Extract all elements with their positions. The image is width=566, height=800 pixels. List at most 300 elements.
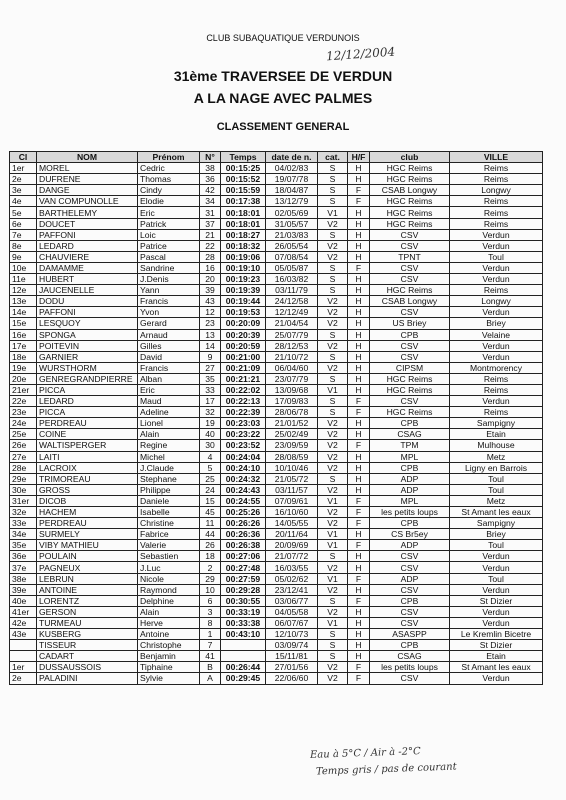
cell-time: 00:21:09 (221, 362, 266, 373)
cell-time: 00:15:25 (221, 163, 266, 174)
cell-city: Toul (450, 540, 543, 551)
cell-city: Montmorency (450, 362, 543, 373)
cell-gender: H (348, 351, 370, 362)
cell-time: 00:22:02 (221, 384, 266, 395)
cell-name: TURMEAU (37, 617, 138, 628)
cell-city: Verdun (450, 262, 543, 273)
cell-city: Verdun (450, 274, 543, 285)
cell-category: S (318, 651, 348, 662)
table-row (10, 606, 543, 617)
cell-number: 45 (200, 507, 221, 518)
cell-time: 00:24:32 (221, 473, 266, 484)
table-row (10, 573, 543, 584)
cell-category: V2 (318, 584, 348, 595)
cell-firstname: Philippe (138, 484, 200, 495)
cell-gender: H (348, 384, 370, 395)
cell-time: 00:15:59 (221, 185, 266, 196)
cell-firstname: Fabrice (138, 529, 200, 540)
col-header-gender: H/F (348, 152, 370, 163)
cell-rank (10, 651, 37, 662)
cell-gender: F (348, 262, 370, 273)
cell-name: PALADINI (37, 673, 138, 684)
col-header-club: club (370, 152, 450, 163)
cell-rank: 17e (10, 340, 37, 351)
cell-gender: H (348, 218, 370, 229)
cell-name: WURSTHORM (37, 362, 138, 373)
table-row (10, 640, 543, 651)
cell-rank: 13e (10, 296, 37, 307)
cell-gender: H (348, 429, 370, 440)
cell-category: S (318, 329, 348, 340)
cell-rank: 27e (10, 451, 37, 462)
cell-birthdate: 07/09/61 (266, 495, 318, 506)
cell-firstname: Maud (138, 396, 200, 407)
cell-gender: F (348, 407, 370, 418)
cell-gender: F (348, 673, 370, 684)
handwritten-date: 12/12/2004 (325, 44, 396, 64)
cell-firstname: Stephane (138, 473, 200, 484)
cell-number: 13 (200, 329, 221, 340)
cell-number: 42 (200, 185, 221, 196)
cell-club: les petits loups (370, 507, 450, 518)
cell-city: Reims (450, 196, 543, 207)
cell-category: V1 (318, 495, 348, 506)
cell-name: LESQUOY (37, 318, 138, 329)
table-row (10, 540, 543, 551)
cell-number: 33 (200, 384, 221, 395)
cell-category: V2 (318, 362, 348, 373)
cell-firstname: Raymond (138, 584, 200, 595)
cell-city: Verdun (450, 229, 543, 240)
col-header-city: VILLE (450, 152, 543, 163)
cell-number: 14 (200, 340, 221, 351)
cell-birthdate: 28/08/59 (266, 451, 318, 462)
cell-firstname: Cedric (138, 163, 200, 174)
cell-firstname: J.Luc (138, 562, 200, 573)
cell-gender: H (348, 373, 370, 384)
cell-firstname: Tiphaine (138, 662, 200, 673)
cell-city: Le Kremlin Bicetre (450, 629, 543, 640)
cell-birthdate: 27/01/56 (266, 662, 318, 673)
cell-category: V2 (318, 340, 348, 351)
cell-club: CPB (370, 418, 450, 429)
cell-category: V1 (318, 384, 348, 395)
cell-category: V2 (318, 307, 348, 318)
cell-birthdate: 23/12/41 (266, 584, 318, 595)
cell-firstname: Arnaud (138, 329, 200, 340)
cell-firstname: Gilles (138, 340, 200, 351)
cell-category: V1 (318, 573, 348, 584)
cell-club: HGC Reims (370, 407, 450, 418)
cell-firstname: Eric (138, 384, 200, 395)
table-row (10, 617, 543, 628)
table-row (10, 373, 543, 384)
cell-name: POULAIN (37, 551, 138, 562)
cell-birthdate: 12/12/49 (266, 307, 318, 318)
table-row (10, 207, 543, 218)
cell-city: Briey (450, 318, 543, 329)
cell-city: Reims (450, 163, 543, 174)
cell-rank: 42e (10, 617, 37, 628)
cell-time: 00:26:38 (221, 540, 266, 551)
cell-time: 00:43:10 (221, 629, 266, 640)
cell-gender: H (348, 651, 370, 662)
cell-number: 24 (200, 484, 221, 495)
cell-gender: H (348, 617, 370, 628)
table-row (10, 407, 543, 418)
cell-category: V2 (318, 451, 348, 462)
cell-rank: 10e (10, 262, 37, 273)
cell-firstname: Benjamin (138, 651, 200, 662)
cell-rank: 12e (10, 285, 37, 296)
cell-city: St Amant les eaux (450, 507, 543, 518)
cell-club: CSAG (370, 651, 450, 662)
cell-time: 00:21:00 (221, 351, 266, 362)
cell-city: Toul (450, 573, 543, 584)
cell-name: LORENTZ (37, 595, 138, 606)
cell-firstname: Adeline (138, 407, 200, 418)
cell-club: CSV (370, 551, 450, 562)
cell-number: 5 (200, 462, 221, 473)
table-row (10, 551, 543, 562)
cell-number: 6 (200, 595, 221, 606)
table-row (10, 584, 543, 595)
cell-birthdate: 19/07/78 (266, 174, 318, 185)
cell-club: CPB (370, 518, 450, 529)
cell-name: POITEVIN (37, 340, 138, 351)
cell-city: St Dizier (450, 640, 543, 651)
title-line-2: A LA NAGE AVEC PALMES (193, 90, 373, 106)
cell-name: PERDREAU (37, 418, 138, 429)
table-row (10, 262, 543, 273)
cell-gender: H (348, 640, 370, 651)
cell-category: V1 (318, 617, 348, 628)
table-row (10, 274, 543, 285)
cell-category: V1 (318, 540, 348, 551)
cell-gender: H (348, 274, 370, 285)
cell-time: 00:24:43 (221, 484, 266, 495)
cell-category: V2 (318, 562, 348, 573)
table-row (10, 473, 543, 484)
cell-firstname: Yvon (138, 307, 200, 318)
cell-birthdate: 26/05/54 (266, 240, 318, 251)
cell-city: Toul (450, 251, 543, 262)
cell-name: DANGE (37, 185, 138, 196)
cell-gender: H (348, 484, 370, 495)
table-row (10, 418, 543, 429)
cell-city: Verdun (450, 617, 543, 628)
table-row (10, 285, 543, 296)
cell-time: 00:19:23 (221, 274, 266, 285)
cell-firstname: Francis (138, 362, 200, 373)
ranking-subtitle: CLASSEMENT GENERAL (216, 121, 350, 133)
cell-time: 00:23:03 (221, 418, 266, 429)
cell-gender: F (348, 573, 370, 584)
cell-gender: H (348, 251, 370, 262)
cell-gender: H (348, 418, 370, 429)
cell-name: PAGNEUX (37, 562, 138, 573)
table-row (10, 429, 543, 440)
cell-rank: 24e (10, 418, 37, 429)
cell-category: S (318, 396, 348, 407)
cell-gender: F (348, 540, 370, 551)
cell-name: PERDREAU (37, 518, 138, 529)
cell-club: CSAG (370, 429, 450, 440)
cell-birthdate: 03/06/77 (266, 595, 318, 606)
cell-birthdate: 24/12/58 (266, 296, 318, 307)
cell-rank: 15e (10, 318, 37, 329)
cell-category: V2 (318, 462, 348, 473)
cell-birthdate: 05/05/87 (266, 262, 318, 273)
cell-club: CSV (370, 240, 450, 251)
cell-category: V2 (318, 240, 348, 251)
cell-time: 00:23:52 (221, 440, 266, 451)
cell-gender: H (348, 207, 370, 218)
cell-club: HGC Reims (370, 285, 450, 296)
cell-category: V2 (318, 673, 348, 684)
cell-firstname: Daniele (138, 495, 200, 506)
cell-category: V2 (318, 518, 348, 529)
col-header-name: NOM (37, 152, 138, 163)
cell-club: CSV (370, 229, 450, 240)
cell-category: S (318, 262, 348, 273)
cell-club: CIPSM (370, 362, 450, 373)
cell-gender: H (348, 229, 370, 240)
cell-time: 00:18:01 (221, 218, 266, 229)
cell-rank: 43e (10, 629, 37, 640)
cell-birthdate: 25/02/49 (266, 429, 318, 440)
cell-name: VIBY MATHIEU (37, 540, 138, 551)
table-row (10, 595, 543, 606)
cell-rank: 28e (10, 462, 37, 473)
cell-city: Verdun (450, 551, 543, 562)
cell-name: SURMELY (37, 529, 138, 540)
cell-city: Verdun (450, 351, 543, 362)
cell-category: V2 (318, 606, 348, 617)
cell-category: S (318, 351, 348, 362)
cell-rank: 33e (10, 518, 37, 529)
cell-club: CPB (370, 329, 450, 340)
cell-number: 3 (200, 606, 221, 617)
cell-number: 22 (200, 240, 221, 251)
cell-gender: H (348, 551, 370, 562)
cell-firstname: J.Claude (138, 462, 200, 473)
cell-name: SPONGA (37, 329, 138, 340)
cell-club: CSV (370, 351, 450, 362)
cell-name: DICOB (37, 495, 138, 506)
cell-number: 15 (200, 495, 221, 506)
table-row (10, 229, 543, 240)
cell-time: 00:19:39 (221, 285, 266, 296)
cell-number: 26 (200, 540, 221, 551)
table-row (10, 629, 543, 640)
cell-time: 00:33:38 (221, 617, 266, 628)
cell-name: LEBRUN (37, 573, 138, 584)
cell-name: WALTISPERGER (37, 440, 138, 451)
cell-club: CSV (370, 617, 450, 628)
cell-time: 00:18:27 (221, 229, 266, 240)
cell-city: Verdun (450, 584, 543, 595)
cell-category: V2 (318, 218, 348, 229)
cell-category: S (318, 595, 348, 606)
cell-firstname: Sebastien (138, 551, 200, 562)
cell-number: 29 (200, 573, 221, 584)
cell-time: 00:23:22 (221, 429, 266, 440)
cell-city: Reims (450, 174, 543, 185)
cell-club: CSV (370, 340, 450, 351)
cell-rank: 11e (10, 274, 37, 285)
table-row (10, 518, 543, 529)
cell-gender: H (348, 340, 370, 351)
table-row (10, 196, 543, 207)
table-row (10, 673, 543, 684)
cell-time: 00:18:32 (221, 240, 266, 251)
col-header-time: Temps (221, 152, 266, 163)
cell-birthdate: 05/02/62 (266, 573, 318, 584)
results-table (9, 151, 543, 685)
cell-city: Reims (450, 207, 543, 218)
cell-name: LEDARD (37, 240, 138, 251)
cell-time: 00:17:38 (221, 196, 266, 207)
cell-firstname: Patrick (138, 218, 200, 229)
cell-number: 4 (200, 451, 221, 462)
cell-time: 00:26:36 (221, 529, 266, 540)
cell-number: 12 (200, 307, 221, 318)
cell-number: 28 (200, 251, 221, 262)
cell-firstname: Eric (138, 207, 200, 218)
cell-name: LAITI (37, 451, 138, 462)
cell-firstname: Lionel (138, 418, 200, 429)
cell-number: 41 (200, 651, 221, 662)
cell-category: V1 (318, 207, 348, 218)
cell-time: 00:20:59 (221, 340, 266, 351)
cell-city: Ligny en Barrois (450, 462, 543, 473)
cell-category: V2 (318, 440, 348, 451)
cell-club: CSV (370, 584, 450, 595)
cell-birthdate: 15/11/81 (266, 651, 318, 662)
cell-category: S (318, 185, 348, 196)
cell-city: Metz (450, 451, 543, 462)
cell-city: Sampigny (450, 418, 543, 429)
cell-club: HGC Reims (370, 163, 450, 174)
cell-category: V2 (318, 429, 348, 440)
cell-firstname: Pascal (138, 251, 200, 262)
table-row (10, 362, 543, 373)
cell-birthdate: 06/07/67 (266, 617, 318, 628)
cell-category: V2 (318, 507, 348, 518)
cell-rank: 1er (10, 662, 37, 673)
table-header-row (10, 152, 543, 163)
cell-rank: 21er (10, 384, 37, 395)
cell-city: Verdun (450, 240, 543, 251)
cell-time: 00:22:13 (221, 396, 266, 407)
cell-time (221, 651, 266, 662)
cell-number: 8 (200, 617, 221, 628)
cell-city: St Amant les eaux (450, 662, 543, 673)
cell-number: 23 (200, 318, 221, 329)
cell-number: B (200, 662, 221, 673)
cell-time: 00:24:55 (221, 495, 266, 506)
cell-name: CADART (37, 651, 138, 662)
cell-city: Longwy (450, 296, 543, 307)
cell-birthdate: 20/11/64 (266, 529, 318, 540)
cell-city: Metz (450, 495, 543, 506)
cell-club: TPM (370, 440, 450, 451)
cell-number: 32 (200, 407, 221, 418)
cell-category: S (318, 640, 348, 651)
cell-gender: H (348, 451, 370, 462)
cell-city: Reims (450, 384, 543, 395)
cell-number: 34 (200, 196, 221, 207)
cell-gender: F (348, 440, 370, 451)
cell-number: 18 (200, 551, 221, 562)
cell-city: Longwy (450, 185, 543, 196)
table-row (10, 251, 543, 262)
cell-city: Verdun (450, 562, 543, 573)
cell-city: Etain (450, 651, 543, 662)
cell-club: HGC Reims (370, 373, 450, 384)
cell-number: 7 (200, 640, 221, 651)
cell-rank: 32e (10, 507, 37, 518)
cell-firstname: Valerie (138, 540, 200, 551)
cell-birthdate: 21/05/72 (266, 473, 318, 484)
cell-time: 00:24:10 (221, 462, 266, 473)
table-row (10, 495, 543, 506)
cell-name: DUSSAUSSOIS (37, 662, 138, 673)
cell-category: S (318, 196, 348, 207)
cell-time: 00:33:19 (221, 606, 266, 617)
cell-number: 1 (200, 629, 221, 640)
cell-club: CSV (370, 606, 450, 617)
cell-number: 40 (200, 429, 221, 440)
cell-gender: F (348, 495, 370, 506)
cell-category: S (318, 174, 348, 185)
cell-firstname: J.Denis (138, 274, 200, 285)
table-row (10, 185, 543, 196)
cell-firstname: Delphine (138, 595, 200, 606)
cell-club: CSV (370, 274, 450, 285)
cell-city: Sampigny (450, 518, 543, 529)
cell-rank: 31er (10, 495, 37, 506)
cell-city: Etain (450, 429, 543, 440)
cell-firstname: Alain (138, 429, 200, 440)
cell-club: les petits loups (370, 662, 450, 673)
cell-name: ANTOINE (37, 584, 138, 595)
cell-number: 44 (200, 529, 221, 540)
cell-birthdate: 14/05/55 (266, 518, 318, 529)
cell-city: Toul (450, 473, 543, 484)
cell-time: 00:18:01 (221, 207, 266, 218)
cell-gender: H (348, 296, 370, 307)
cell-gender: F (348, 518, 370, 529)
cell-city: Toul (450, 484, 543, 495)
cell-club: CSV (370, 307, 450, 318)
cell-number: 25 (200, 473, 221, 484)
cell-number: 19 (200, 418, 221, 429)
table-row (10, 296, 543, 307)
cell-rank: 16e (10, 329, 37, 340)
cell-time: 00:20:09 (221, 318, 266, 329)
cell-time: 00:21:21 (221, 373, 266, 384)
cell-name: PICCA (37, 407, 138, 418)
cell-time: 00:26:44 (221, 662, 266, 673)
cell-time: 00:22:39 (221, 407, 266, 418)
cell-gender: H (348, 562, 370, 573)
cell-category: V2 (318, 484, 348, 495)
cell-time (221, 640, 266, 651)
cell-club: ADP (370, 484, 450, 495)
cell-time: 00:24:04 (221, 451, 266, 462)
